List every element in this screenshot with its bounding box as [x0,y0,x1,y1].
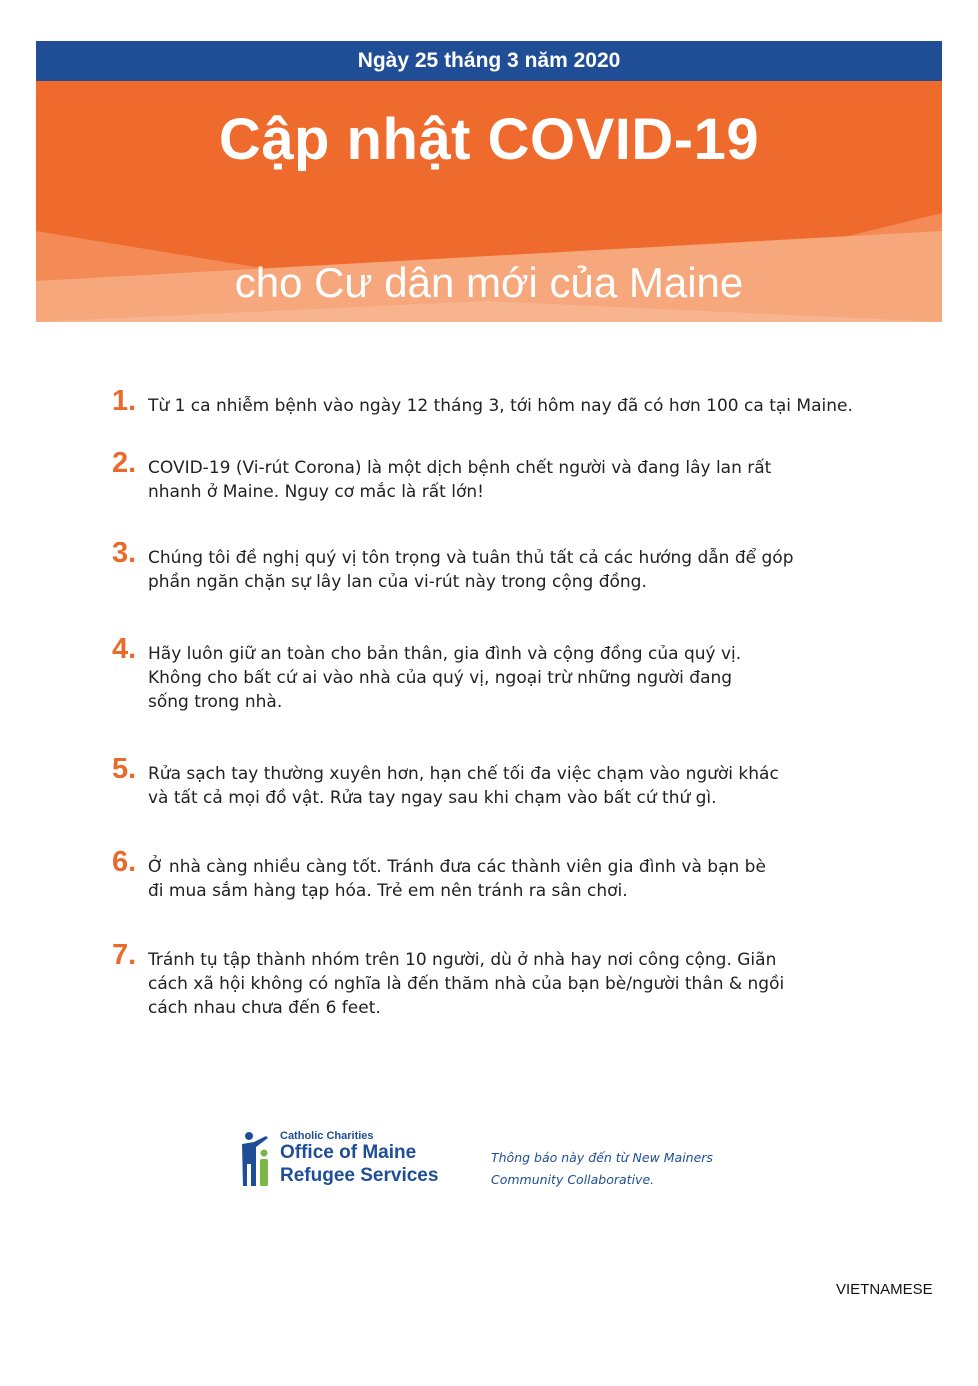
item-number: 4. [112,633,137,665]
item-text-line: Tránh tụ tập thành nhóm trên 10 người, dù ở nhà hay nơi công cộng. Giãn [148,950,777,970]
item-text-line: COVID-19 (Vi-rút Corona) là một dịch bệnh chết người và đang lây lan rất [148,458,772,478]
item-text-line: và tất cả mọi đồ vật. Rửa tay ngay sau khi chạm vào bất cứ thứ gì. [148,788,717,808]
source-note [491,1147,791,1191]
item-text [148,546,898,594]
item-text-line: Chúng tôi đề nghị quý vị tôn trọng và tuân thủ tất cả các hướng dẫn để góp [148,548,794,568]
item-text-line: phần ngăn chặn sự lây lan của vi-rút này trong cộng đồng. [148,572,647,592]
item-number: 2. [112,447,137,479]
logo-line-2: Refugee Services [280,1165,439,1186]
item-text [148,948,898,1020]
item-text-line: Không cho bất cứ ai vào nhà của quý vị, ngoại trừ những người đang [148,668,733,688]
item-text-line: nhanh ở Maine. Nguy cơ mắc là rất lớn! [148,482,484,502]
logo-org-small: Catholic Charities [280,1130,374,1142]
source-note-line: Community Collaborative. [491,1172,655,1187]
language-label: VIETNAMESE [836,1281,933,1298]
item-number: 3. [112,537,137,569]
item-text-line: Hãy luôn giữ an toàn cho bản thân, gia đình và cộng đồng của quý vị. [148,644,742,664]
logo-line-1: Office of Maine [280,1142,417,1163]
item-number: 7. [112,939,137,971]
item-text-line: cách nhau chưa đến 6 feet. [148,998,381,1018]
title-banner [36,81,942,322]
item-text [148,642,898,714]
page-title: Cập nhật COVID-19 [218,107,760,172]
item-text-line: đi mua sắm hàng tạp hóa. Trẻ em nên tránh ra sân chơi. [148,881,628,901]
item-text-line: Ở nhà càng nhiều càng tốt. Tránh đưa các thành viên gia đình và bạn bè [148,857,766,877]
date-text: Ngày 25 tháng 3 năm 2020 [357,49,621,72]
item-text-line: Rửa sạch tay thường xuyên hơn, hạn chế tối đa việc chạm vào người khác [148,764,779,784]
item-number: 6. [112,846,137,878]
item-text-line: sống trong nhà. [148,692,283,712]
refugee-services-logo [240,1126,460,1192]
page-subtitle: cho Cư dân mới của Maine [234,259,744,306]
item-text [148,855,898,903]
item-text [148,456,898,504]
source-note-line: Thông báo này đến từ New Mainers [491,1150,713,1165]
item-text: Từ 1 ca nhiễm bệnh vào ngày 12 tháng 3, tới hôm nay đã có hơn 100 ca tại Maine. [148,396,853,416]
people-figure-icon [240,1128,280,1188]
item-text-line: cách xã hội không có nghĩa là đến thăm nhà của bạn bè/người thân & ngồi [148,974,785,994]
item-text [148,762,898,810]
header [36,41,942,322]
date-bar [36,41,942,81]
item-number: 1. [112,385,137,417]
item-number: 5. [112,753,137,785]
